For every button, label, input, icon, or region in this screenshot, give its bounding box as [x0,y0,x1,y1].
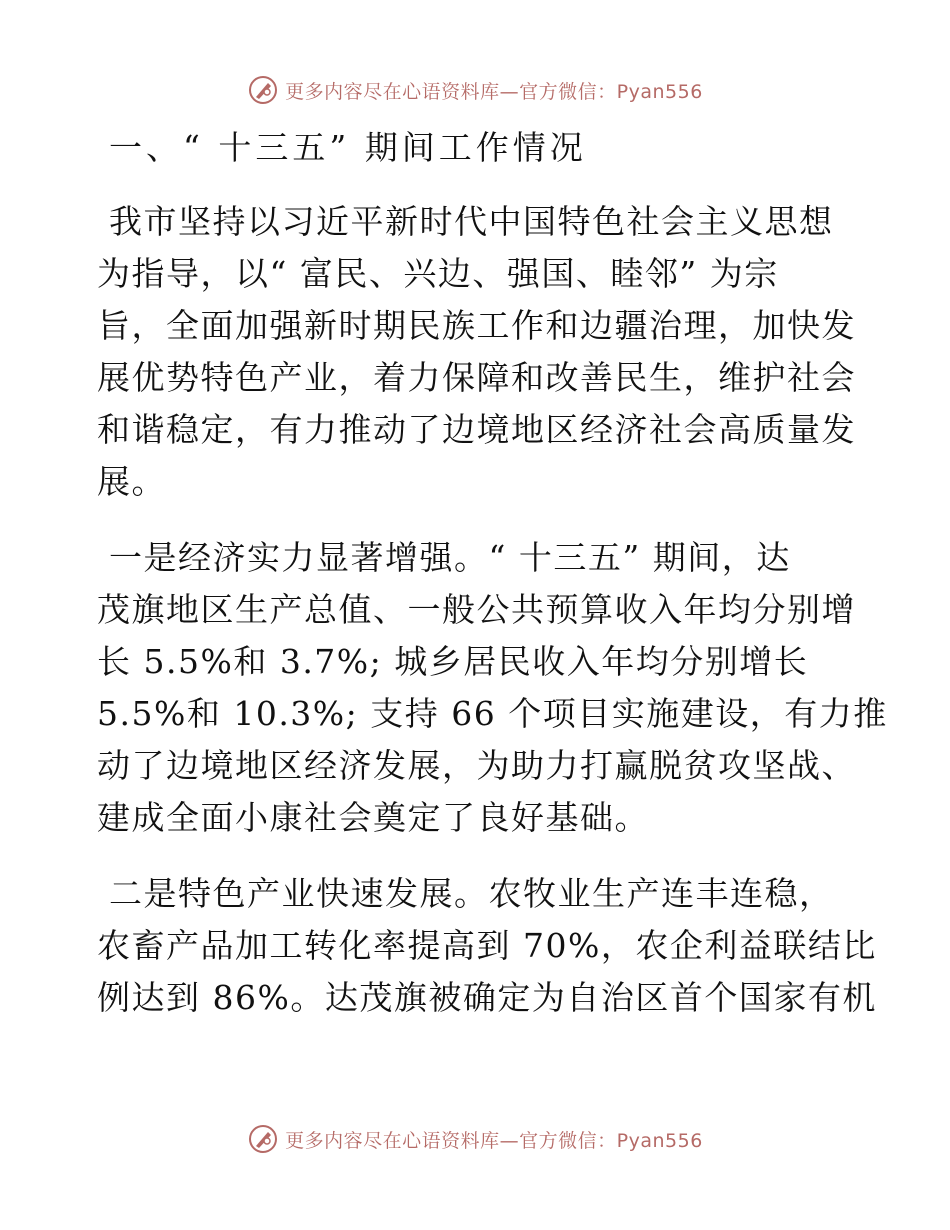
paragraph-intro [97,196,856,508]
text-line: 农畜产品加工转化率提高到 70%，农企利益联结比 [97,926,877,965]
paragraph-economy [97,532,888,844]
text-line: 建成全面小康社会奠定了良好基础。 [97,798,649,837]
text-line: 旨，全面加强新时期民族工作和边疆治理，加快发 [97,306,856,345]
text-line: 茂旗地区生产总值、一般公共预算收入年均分别增 [97,590,856,629]
text-line: 例达到 86%。达茂旗被确定为自治区首个国家有机 [97,978,877,1017]
text-line: 展。 [97,462,166,501]
section-heading: 一、“ 十三五” 期间工作情况 [109,128,587,167]
pen-circle-logo-icon [247,1123,279,1155]
text-line: 动了边境地区经济发展，为助力打赢脱贫攻坚战、 [97,746,856,785]
document-body [97,122,888,1048]
text-line: 5.5%和 10.3%; 支持 66 个项目实施建设，有力推 [97,694,888,733]
watermark-text: 更多内容尽在心语资料库—官方微信：Pyan556 [285,1129,703,1152]
pen-circle-logo-icon [247,74,279,106]
watermark-text: 更多内容尽在心语资料库—官方微信：Pyan556 [285,80,703,103]
text-line: 展优势特色产业，着力保障和改善民生，维护社会 [97,358,856,397]
paragraph-industry [97,868,877,1024]
text-line: 二是特色产业快速发展。农牧业生产连丰连稳， [109,874,834,913]
text-line: 为指导，以“ 富民、兴边、强国、睦邻” 为宗 [97,254,779,293]
text-line: 和谐稳定，有力推动了边境地区经济社会高质量发 [97,410,856,449]
text-line: 长 5.5%和 3.7%; 城乡居民收入年均分别增长 [97,642,809,681]
watermark-banner-bottom [0,1119,950,1159]
text-line: 一是经济实力显著增强。“ 十三五” 期间，达 [109,538,791,577]
watermark-banner-top [0,70,950,110]
text-line: 我市坚持以习近平新时代中国特色社会主义思想 [109,202,834,241]
